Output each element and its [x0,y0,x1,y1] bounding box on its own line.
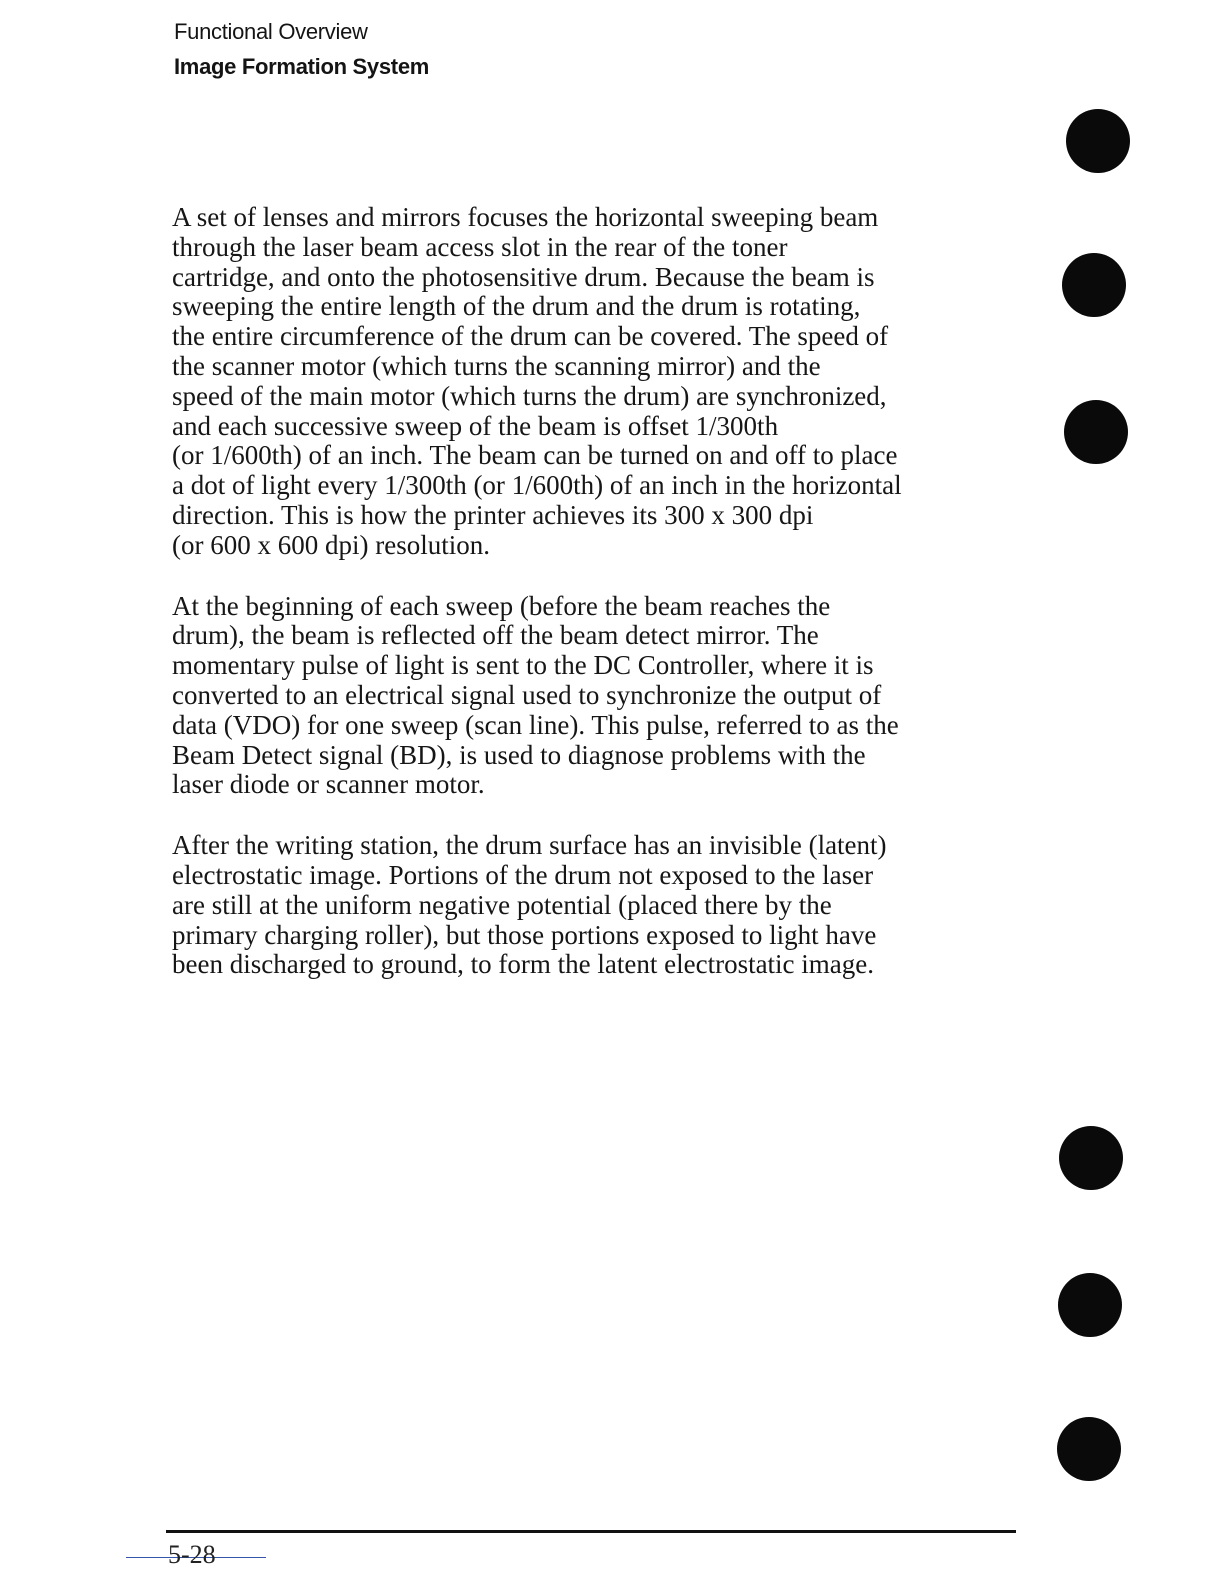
paragraph-laser-scanning: A set of lenses and mirrors focuses the horizontal sweeping beam through the laser beam access slot in the rear of the toner cartridge, and onto the photosensitive drum. Because the beam is sweeping the entire length of the drum and the drum is rotating, the entire circumference of the drum can be covered. The speed of the scanner motor (which turns the scanning mirror) and the speed of the main motor (which turns the drum) are synchronized, and each successive sweep of the beam is offset 1/300th (or 1/600th) of an inch. The beam can be turned on and off to place a dot of light every 1/300th (or 1/600th) of an inch in the horizontal direction. This is how the printer achieves its 300 x 300 dpi (or 600 x 600 dpi) resolution. [172,202,902,560]
binder-hole-5 [1058,1273,1122,1337]
body-text [172,203,1032,1011]
running-header [174,16,429,86]
paragraph-latent-image: After the writing station, the drum surface has an invisible (latent) electrostatic image. Portions of the drum not exposed to the laser are still at the uniform negative potential (placed there by the primary charging roller), but those portions exposed to light have been discharged to ground, to form the latent electrostatic image. [172,830,887,980]
binder-hole-1 [1066,109,1130,173]
binder-hole-3 [1064,400,1128,464]
binder-hole-4 [1059,1126,1123,1190]
page-number: 5-28 [168,1540,216,1569]
paragraph-beam-detect: At the beginning of each sweep (before the beam reaches the drum), the beam is reflected off the beam detect mirror. The momentary pulse of light is sent to the DC Controller, where it is converted to an electrical signal used to synchronize the output of data (VDO) for one sweep (scan line). This pulse, referred to as the Beam Detect signal (BD), is used to diagnose problems with the laser diode or scanner motor. [172,590,899,800]
section-label: Functional Overview [174,19,368,44]
footer-rule [166,1530,1016,1533]
binder-hole-6 [1057,1417,1121,1481]
page-title: Image Formation System [174,54,430,79]
binder-hole-2 [1062,253,1126,317]
